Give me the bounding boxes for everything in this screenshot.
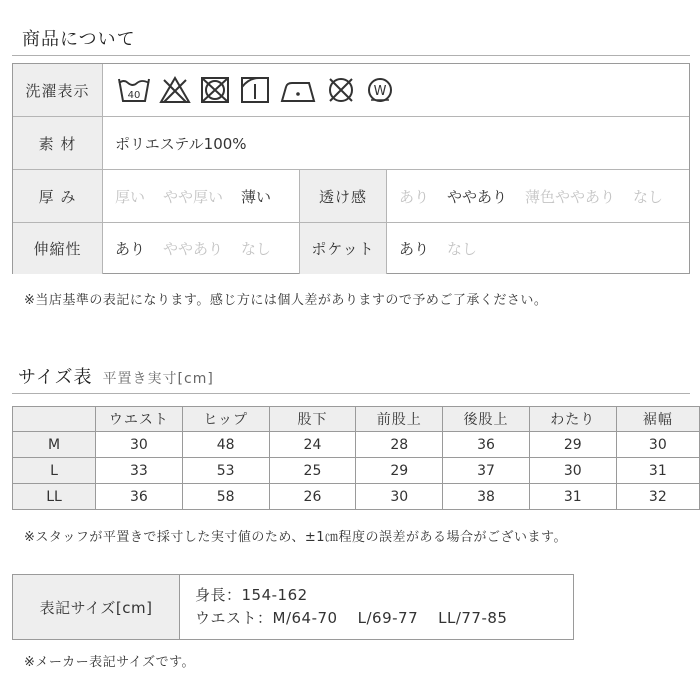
pocket-option-selected: あり xyxy=(399,240,430,258)
product-info-table xyxy=(12,63,690,274)
size-cell: 29 xyxy=(529,432,616,458)
size-cell: 48 xyxy=(182,432,269,458)
size-cell: 38 xyxy=(443,484,530,510)
size-col-header: 後股上 xyxy=(443,407,530,432)
size-cell: 31 xyxy=(616,458,699,484)
sheer-label: 透け感 xyxy=(299,170,387,222)
size-cell: 32 xyxy=(616,484,699,510)
size-row-label: L xyxy=(13,458,96,484)
label-size-values xyxy=(195,584,507,630)
size-col-header: 前股上 xyxy=(356,407,443,432)
material-value: ポリエステル100% xyxy=(115,134,247,153)
size-heading-group xyxy=(18,363,214,389)
size-cell: 58 xyxy=(182,484,269,510)
no-bleach-icon xyxy=(159,75,191,105)
stretch-option: ややあり xyxy=(163,240,224,258)
sheer-option: あり xyxy=(399,187,430,206)
size-cell: 30 xyxy=(529,458,616,484)
size-cell: 37 xyxy=(443,458,530,484)
waist-line xyxy=(195,607,507,630)
sheer-option: なし xyxy=(633,187,664,206)
size-cell: 30 xyxy=(96,432,183,458)
thickness-option: やや厚い xyxy=(163,187,224,206)
line-dry-icon xyxy=(239,75,271,105)
label-size-box xyxy=(12,574,574,640)
size-cell: 29 xyxy=(356,458,443,484)
product-heading xyxy=(12,22,690,56)
size-cell: 26 xyxy=(269,484,356,510)
label-size-note: ※メーカー表記サイズです。 xyxy=(24,655,196,670)
table-row xyxy=(13,458,700,484)
size-col-header: わたり xyxy=(529,407,616,432)
wash-40-icon xyxy=(117,75,151,105)
size-heading xyxy=(12,360,690,394)
size-cell: 36 xyxy=(96,484,183,510)
size-cell: 25 xyxy=(269,458,356,484)
no-dry-clean-icon xyxy=(325,75,357,105)
label-size-label: 表記サイズ[cm] xyxy=(13,575,180,639)
material-label: 素 材 xyxy=(13,117,103,169)
thickness-option: 厚い xyxy=(115,187,146,206)
size-heading-text: サイズ表 xyxy=(18,367,93,388)
table-row xyxy=(13,484,700,510)
sheer-option: 薄色ややあり xyxy=(525,187,616,206)
size-subheading: 平置き実寸[cm] xyxy=(102,371,214,387)
thickness-row xyxy=(13,170,689,223)
pocket-label: ポケット xyxy=(299,223,387,274)
size-col-header: ヒップ xyxy=(182,407,269,432)
size-cell: 33 xyxy=(96,458,183,484)
wet-clean-text: W xyxy=(373,84,387,99)
size-cell: 53 xyxy=(182,458,269,484)
sheer-options xyxy=(399,170,663,222)
wash-temp-text: 40 xyxy=(127,90,141,101)
no-tumble-dry-icon xyxy=(199,75,231,105)
size-cell: 36 xyxy=(443,432,530,458)
stretch-options xyxy=(115,223,289,274)
stretch-row xyxy=(13,223,689,274)
thickness-options xyxy=(115,170,289,222)
size-cell: 24 xyxy=(269,432,356,458)
size-col-header: 裾幅 xyxy=(616,407,699,432)
size-row-label: M xyxy=(13,432,96,458)
size-cell: 30 xyxy=(616,432,699,458)
pocket-option: なし xyxy=(447,240,478,258)
wet-clean-icon xyxy=(365,75,395,105)
size-col-header: ウエスト xyxy=(96,407,183,432)
waist-value: L/69-77 xyxy=(357,609,419,627)
iron-icon xyxy=(279,75,317,105)
size-col-header: 股下 xyxy=(269,407,356,432)
thickness-label: 厚 み xyxy=(13,170,103,222)
care-label: 洗濯表示 xyxy=(13,64,103,116)
waist-value: M/64-70 xyxy=(272,609,338,627)
stretch-option: なし xyxy=(241,240,272,258)
sheer-option-selected: ややあり xyxy=(447,187,508,206)
size-note: ※スタッフが平置きで採寸した実寸値のため、±1㎝程度の誤差がある場合がございます。 xyxy=(24,530,567,545)
care-row xyxy=(13,64,689,117)
size-table xyxy=(12,406,700,510)
size-cell: 30 xyxy=(356,484,443,510)
thickness-option-selected: 薄い xyxy=(241,187,272,206)
height-line: 身長：154-162 xyxy=(195,586,308,604)
size-cell: 31 xyxy=(529,484,616,510)
size-cell: 28 xyxy=(356,432,443,458)
care-icons xyxy=(117,64,395,116)
pocket-options xyxy=(399,223,495,274)
size-col-header xyxy=(13,407,96,432)
waist-prefix: ウエスト： xyxy=(195,609,273,627)
size-row-label: LL xyxy=(13,484,96,510)
product-heading-text: 商品について xyxy=(22,29,136,50)
material-row xyxy=(13,117,689,170)
table-row xyxy=(13,432,700,458)
product-note: ※当店基準の表記になります。感じ方には個人差がありますので予めご了承ください。 xyxy=(24,293,548,308)
waist-value: LL/77-85 xyxy=(438,609,508,627)
stretch-label: 伸縮性 xyxy=(13,223,103,274)
stretch-option-selected: あり xyxy=(115,240,146,258)
size-table-header xyxy=(13,407,700,432)
